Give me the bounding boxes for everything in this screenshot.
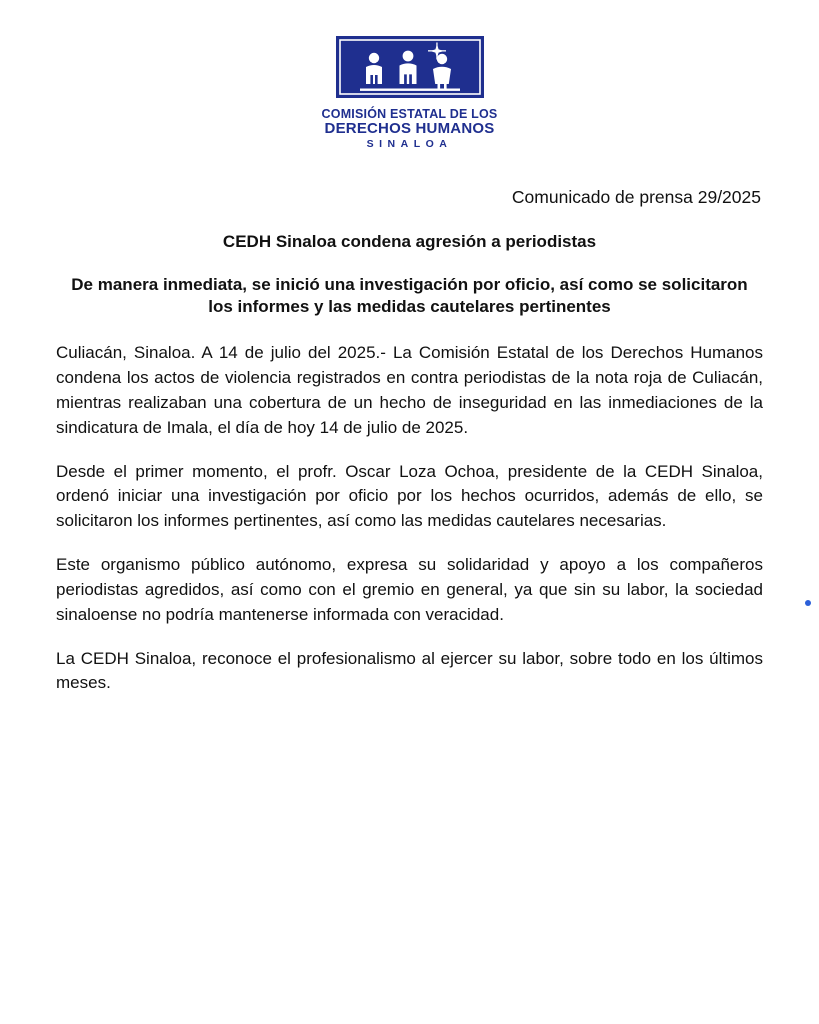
body-paragraph: La CEDH Sinaloa, reconoce el profesionalismo al ejercer su labor, sobre todo en los últimos meses. — [56, 648, 763, 693]
organization-logo — [56, 0, 763, 151]
dot-artifact — [805, 600, 811, 606]
page-subtitle: De manera inmediata, se inició una investigación por oficio, así como se solicitaron los informes y las medidas cautelares pertinentes — [71, 274, 748, 317]
page-title: CEDH Sinaloa condena agresión a periodistas — [222, 231, 597, 251]
body-content — [56, 341, 763, 696]
organization-name — [322, 107, 498, 151]
logo-line-1: COMISIÓN ESTATAL DE LOS — [321, 107, 498, 121]
logo-line-2: DERECHOS HUMANOS — [324, 120, 495, 137]
body-paragraph: Desde el primer momento, el profr. Oscar Loza Ochoa, presidente de la CEDH Sinaloa, ordenó iniciar una investigación por oficio por los hechos ocurridos, además de ello, se solicitaron los informes pertinentes, así como las medidas cautelares necesarias. — [56, 461, 763, 531]
logo-line-3: SINALOA — [366, 137, 453, 150]
press-release-number: Comunicado de prensa 29/2025 — [511, 186, 761, 207]
body-paragraph: Este organismo público autónomo, expresa su solidaridad y apoyo a los compañeros periodistas agredidos, así como con el gremio en general, ya que sin su labor, la sociedad sinaloense no podría mantenerse informada con veracidad. — [56, 555, 763, 624]
body-paragraph: Culiacán, Sinaloa. A 14 de julio del 2025.- La Comisión Estatal de los Derechos Humanos condena los actos de violencia registrados en contra periodistas de la nota roja de Culiacán, mientras realizaban una cobertura de un hecho de inseguridad en las inmediaciones de la sindicatura de Imala, el día de hoy 14 de julio de 2025. — [56, 343, 763, 437]
cedh-sinaloa-emblem-icon — [336, 36, 484, 98]
